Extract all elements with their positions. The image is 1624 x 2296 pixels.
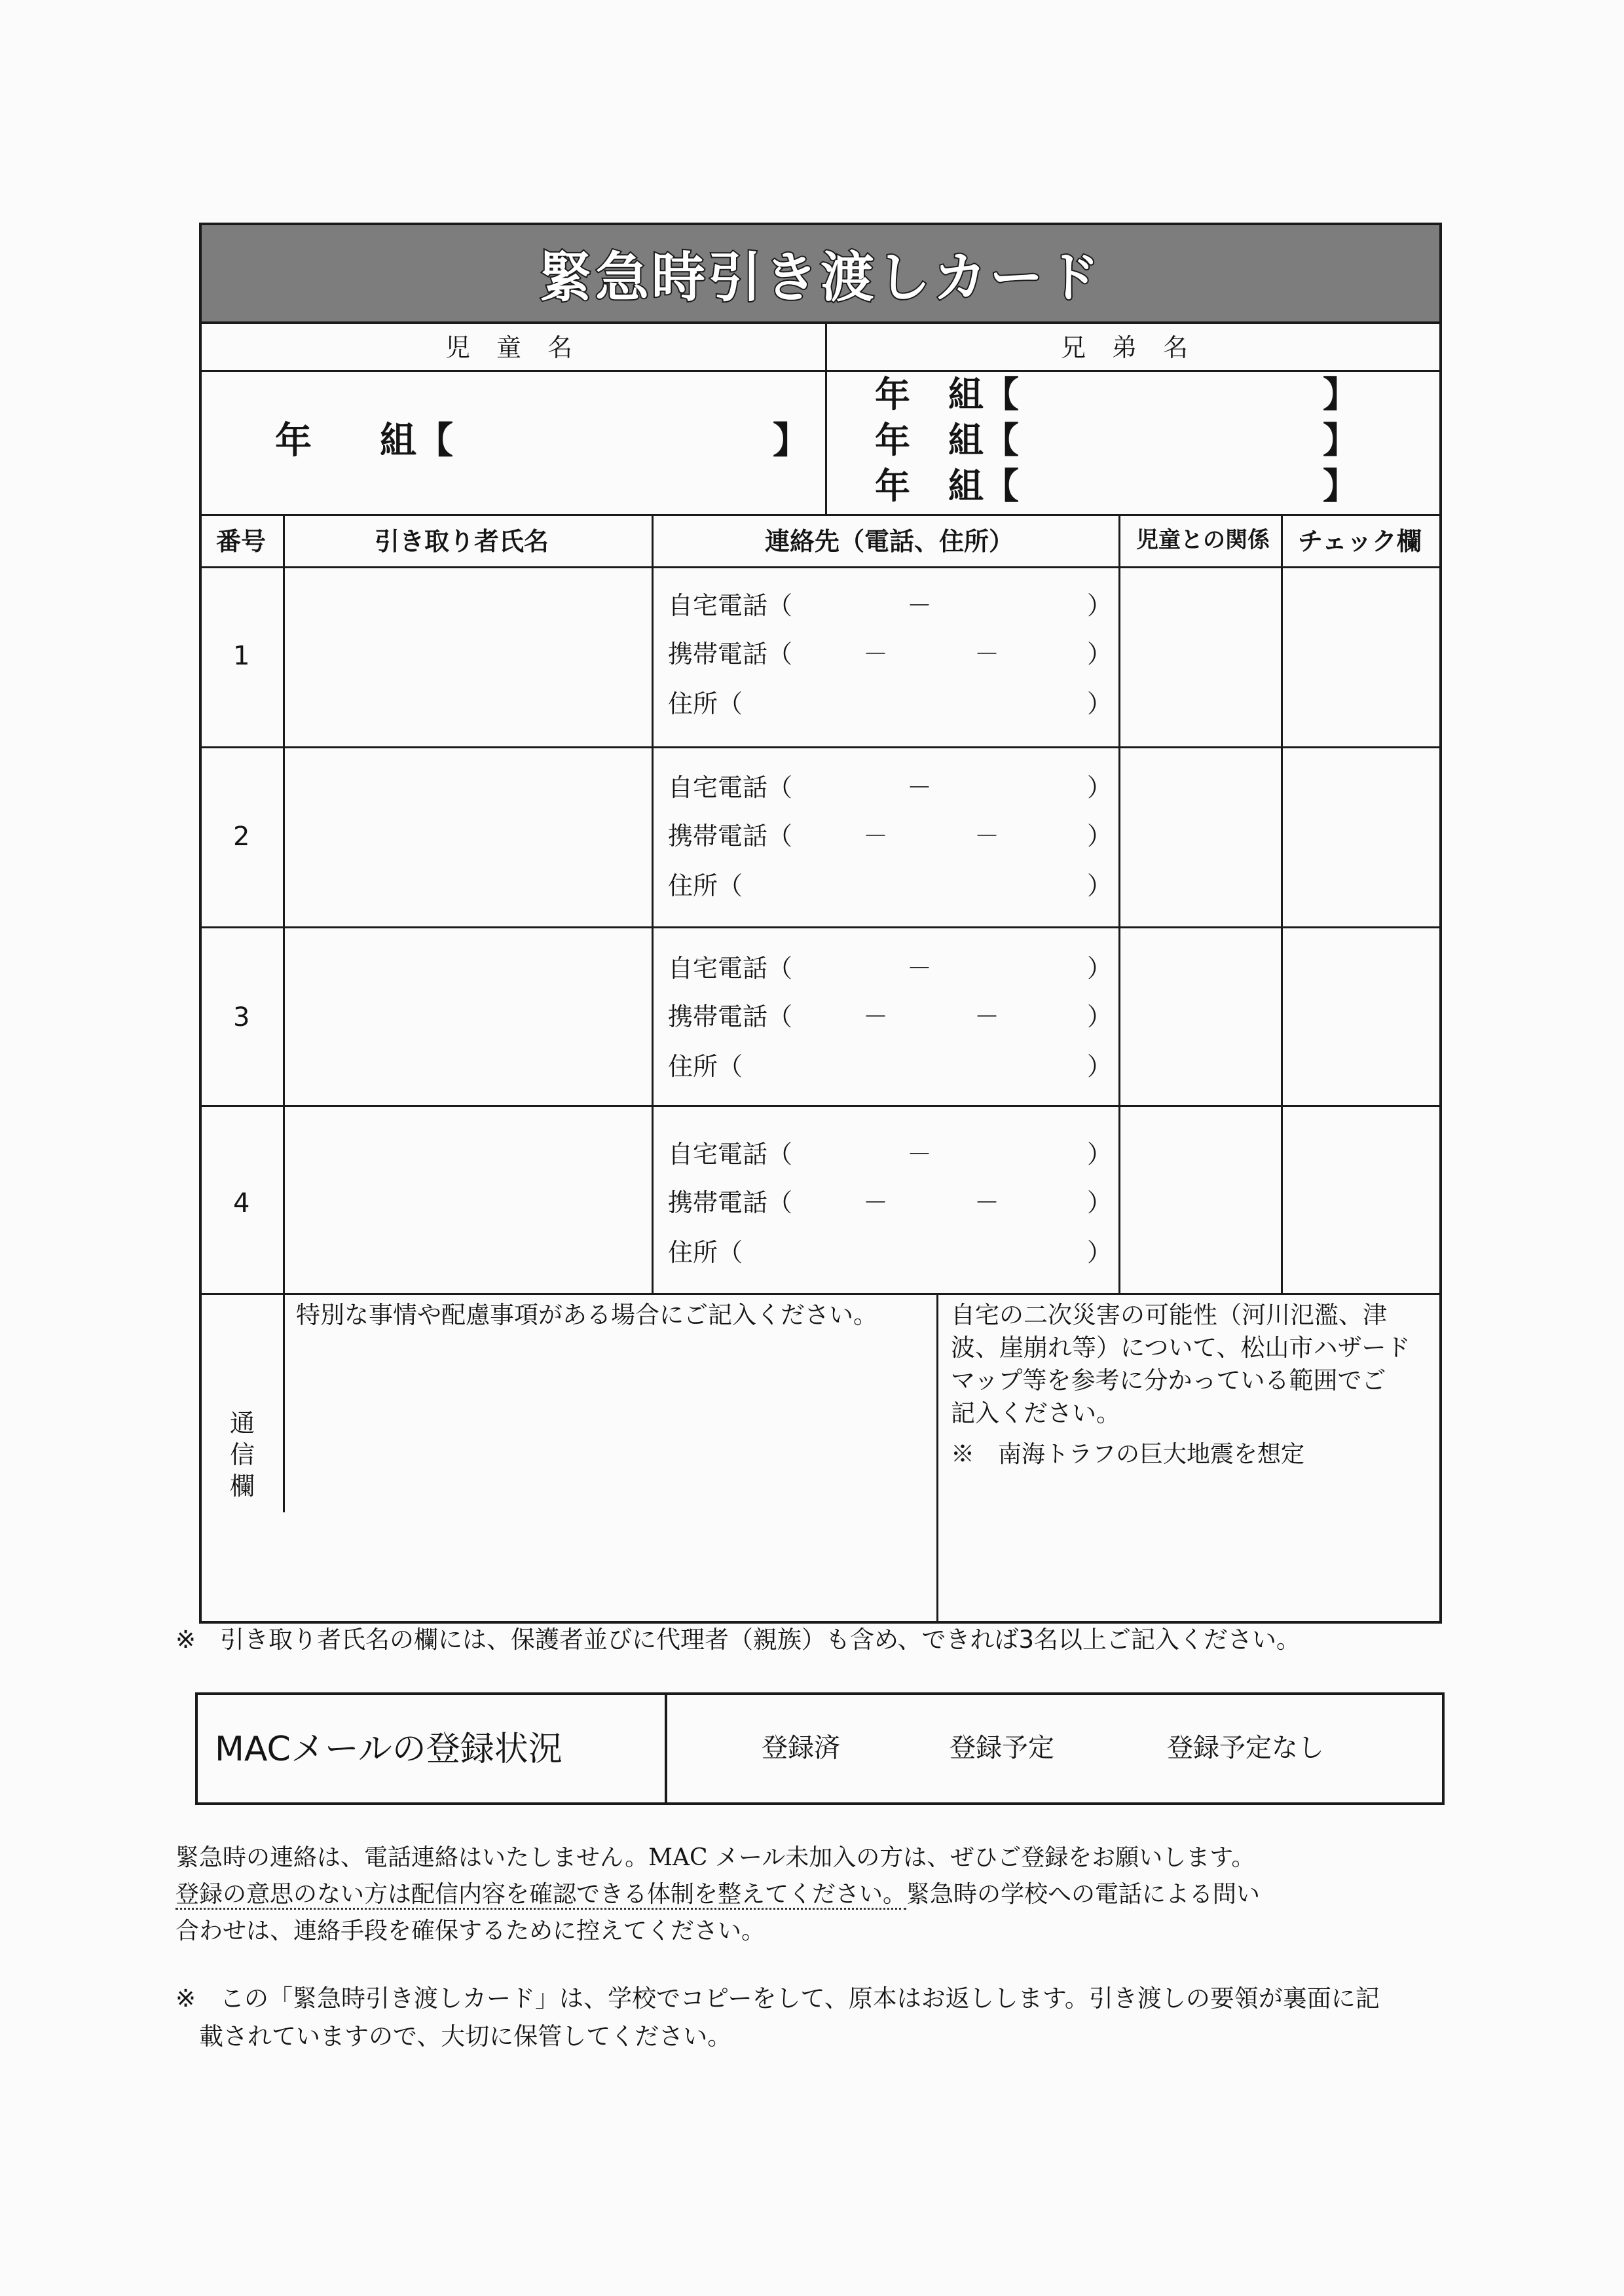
close-paren: ） xyxy=(1087,822,1113,850)
dash: － xyxy=(863,1188,889,1217)
address-label: 住所（ xyxy=(668,689,743,718)
dash: － xyxy=(907,1140,932,1169)
close-paren: ） xyxy=(1087,1002,1113,1031)
home-phone-label: 自宅電話（ xyxy=(668,591,793,620)
dash: － xyxy=(863,1002,889,1031)
column-relation: 児童との関係 xyxy=(1136,527,1270,553)
mac-option-planned[interactable]: 登録予定 xyxy=(950,1733,1054,1763)
divider-notes xyxy=(936,1293,938,1624)
column-number: 番号 xyxy=(216,527,267,556)
close-paren: ） xyxy=(1087,871,1113,900)
child-class-label: 組【 xyxy=(380,420,453,462)
rule-row xyxy=(199,926,1442,928)
close-paren: ） xyxy=(1087,1238,1113,1267)
close-paren: ） xyxy=(1087,1140,1113,1169)
dash: － xyxy=(907,773,932,802)
dash: － xyxy=(974,822,1000,850)
final-note-line: 載されていますので、大切に保管してください。 xyxy=(199,2022,732,2050)
card-title: 緊急時引き渡しカード xyxy=(538,247,1102,309)
close-paren: ） xyxy=(1087,954,1113,983)
address-label: 住所（ xyxy=(668,1052,743,1081)
mobile-phone-label: 携帯電話（ xyxy=(668,1002,793,1031)
table-footnote: ※ 引き取り者氏名の欄には、保護者並びに代理者（親族）も含め、できれば3名以上ご記入ください。 xyxy=(175,1626,1301,1654)
sibling-grade-label: 年 xyxy=(875,420,910,461)
sibling-name-header: 兄弟名 xyxy=(1061,333,1215,362)
home-phone-label: 自宅電話（ xyxy=(668,954,793,983)
row-number: 4 xyxy=(233,1188,250,1218)
close-paren: ） xyxy=(1087,640,1113,668)
notes-right-line: マップ等を参考に分かっている範囲でご xyxy=(951,1366,1386,1394)
dash: － xyxy=(974,1002,1000,1031)
rule-row xyxy=(199,1105,1442,1107)
rule-section xyxy=(199,514,1442,516)
sibling-class-label: 組【 xyxy=(948,465,1019,507)
mobile-phone-label: 携帯電話（ xyxy=(668,1188,793,1217)
row-number: 2 xyxy=(233,822,250,852)
home-phone-label: 自宅電話（ xyxy=(668,773,793,802)
mac-option-not-planned[interactable]: 登録予定なし xyxy=(1167,1733,1324,1763)
mobile-phone-label: 携帯電話（ xyxy=(668,640,793,668)
row-number: 3 xyxy=(233,1002,250,1032)
paragraph-rest: 緊急時の学校への電話による問い xyxy=(906,1881,1261,1908)
close-paren: ） xyxy=(1087,1052,1113,1081)
sibling-close-bracket: 】 xyxy=(1323,465,1358,507)
column-contact: 連絡先（電話、住所） xyxy=(765,527,1014,556)
dash: － xyxy=(974,1188,1000,1217)
mac-label: MACメールの登録状況 xyxy=(215,1730,563,1769)
final-note-line: ※ この「緊急時引き渡しカード」は、学校でコピーをして、原本はお返しします。引き渡しの要領が裏面に記 xyxy=(175,1984,1380,2013)
address-label: 住所（ xyxy=(668,871,743,900)
paragraph-underlined: 登録の意思のない方は配信内容を確認できる体制を整えてください。 xyxy=(175,1881,906,1910)
column-check: チェック欄 xyxy=(1298,527,1422,556)
mac-divider xyxy=(665,1692,667,1805)
child-close-bracket: 】 xyxy=(773,420,809,462)
sibling-grade-label: 年 xyxy=(875,374,910,415)
paragraph-line: 緊急時の連絡は、電話連絡はいたしません。MAC メール未加入の方は、ぜひご登録をお願いします。 xyxy=(175,1844,1255,1871)
close-paren: ） xyxy=(1087,773,1113,802)
mac-option-registered[interactable]: 登録済 xyxy=(762,1733,840,1763)
rule-column-header xyxy=(199,566,1442,568)
divider-number xyxy=(283,514,285,1512)
column-name: 引き取り者氏名 xyxy=(375,527,549,556)
dash: － xyxy=(907,591,932,620)
close-paren: ） xyxy=(1087,689,1113,718)
rule-row xyxy=(199,1293,1442,1295)
paragraph-line xyxy=(175,1876,1260,1913)
close-paren: ） xyxy=(1087,591,1113,620)
dash: － xyxy=(863,822,889,850)
notes-right-line: 記入ください。 xyxy=(951,1399,1120,1427)
sibling-close-bracket: 】 xyxy=(1323,420,1358,461)
dash: － xyxy=(907,954,932,983)
divider-child-sibling xyxy=(825,324,827,514)
rule-row xyxy=(199,746,1442,748)
home-phone-label: 自宅電話（ xyxy=(668,1140,793,1169)
notes-right-line: 波、崖崩れ等）について、松山市ハザード xyxy=(951,1334,1411,1362)
sibling-close-bracket: 】 xyxy=(1323,374,1358,415)
notes-right-sub: ※ 南海トラフの巨大地震を想定 xyxy=(951,1441,1305,1468)
sibling-class-label: 組【 xyxy=(948,374,1019,415)
sibling-grade-label: 年 xyxy=(875,465,910,507)
mobile-phone-label: 携帯電話（ xyxy=(668,822,793,850)
rule-header xyxy=(199,370,1442,372)
notes-left-text: 特別な事情や配慮事項がある場合にご記入ください。 xyxy=(296,1301,877,1329)
divider-name xyxy=(652,514,654,1293)
dash: － xyxy=(863,640,889,668)
notes-right-line: 自宅の二次災害の可能性（河川氾濫、津 xyxy=(951,1301,1387,1329)
sibling-class-label: 組【 xyxy=(948,420,1019,461)
row-number: 1 xyxy=(233,641,250,671)
dash: － xyxy=(974,640,1000,668)
paragraph-line: 合わせは、連絡手段を確保するために控えてください。 xyxy=(175,1918,766,1944)
address-label: 住所（ xyxy=(668,1238,743,1267)
notes-label: 通信欄 xyxy=(229,1409,255,1501)
close-paren: ） xyxy=(1087,1188,1113,1217)
child-name-header: 児童名 xyxy=(445,333,599,362)
divider-relation xyxy=(1281,514,1283,1293)
divider-contact xyxy=(1118,514,1120,1293)
child-grade-label: 年 xyxy=(275,420,312,462)
